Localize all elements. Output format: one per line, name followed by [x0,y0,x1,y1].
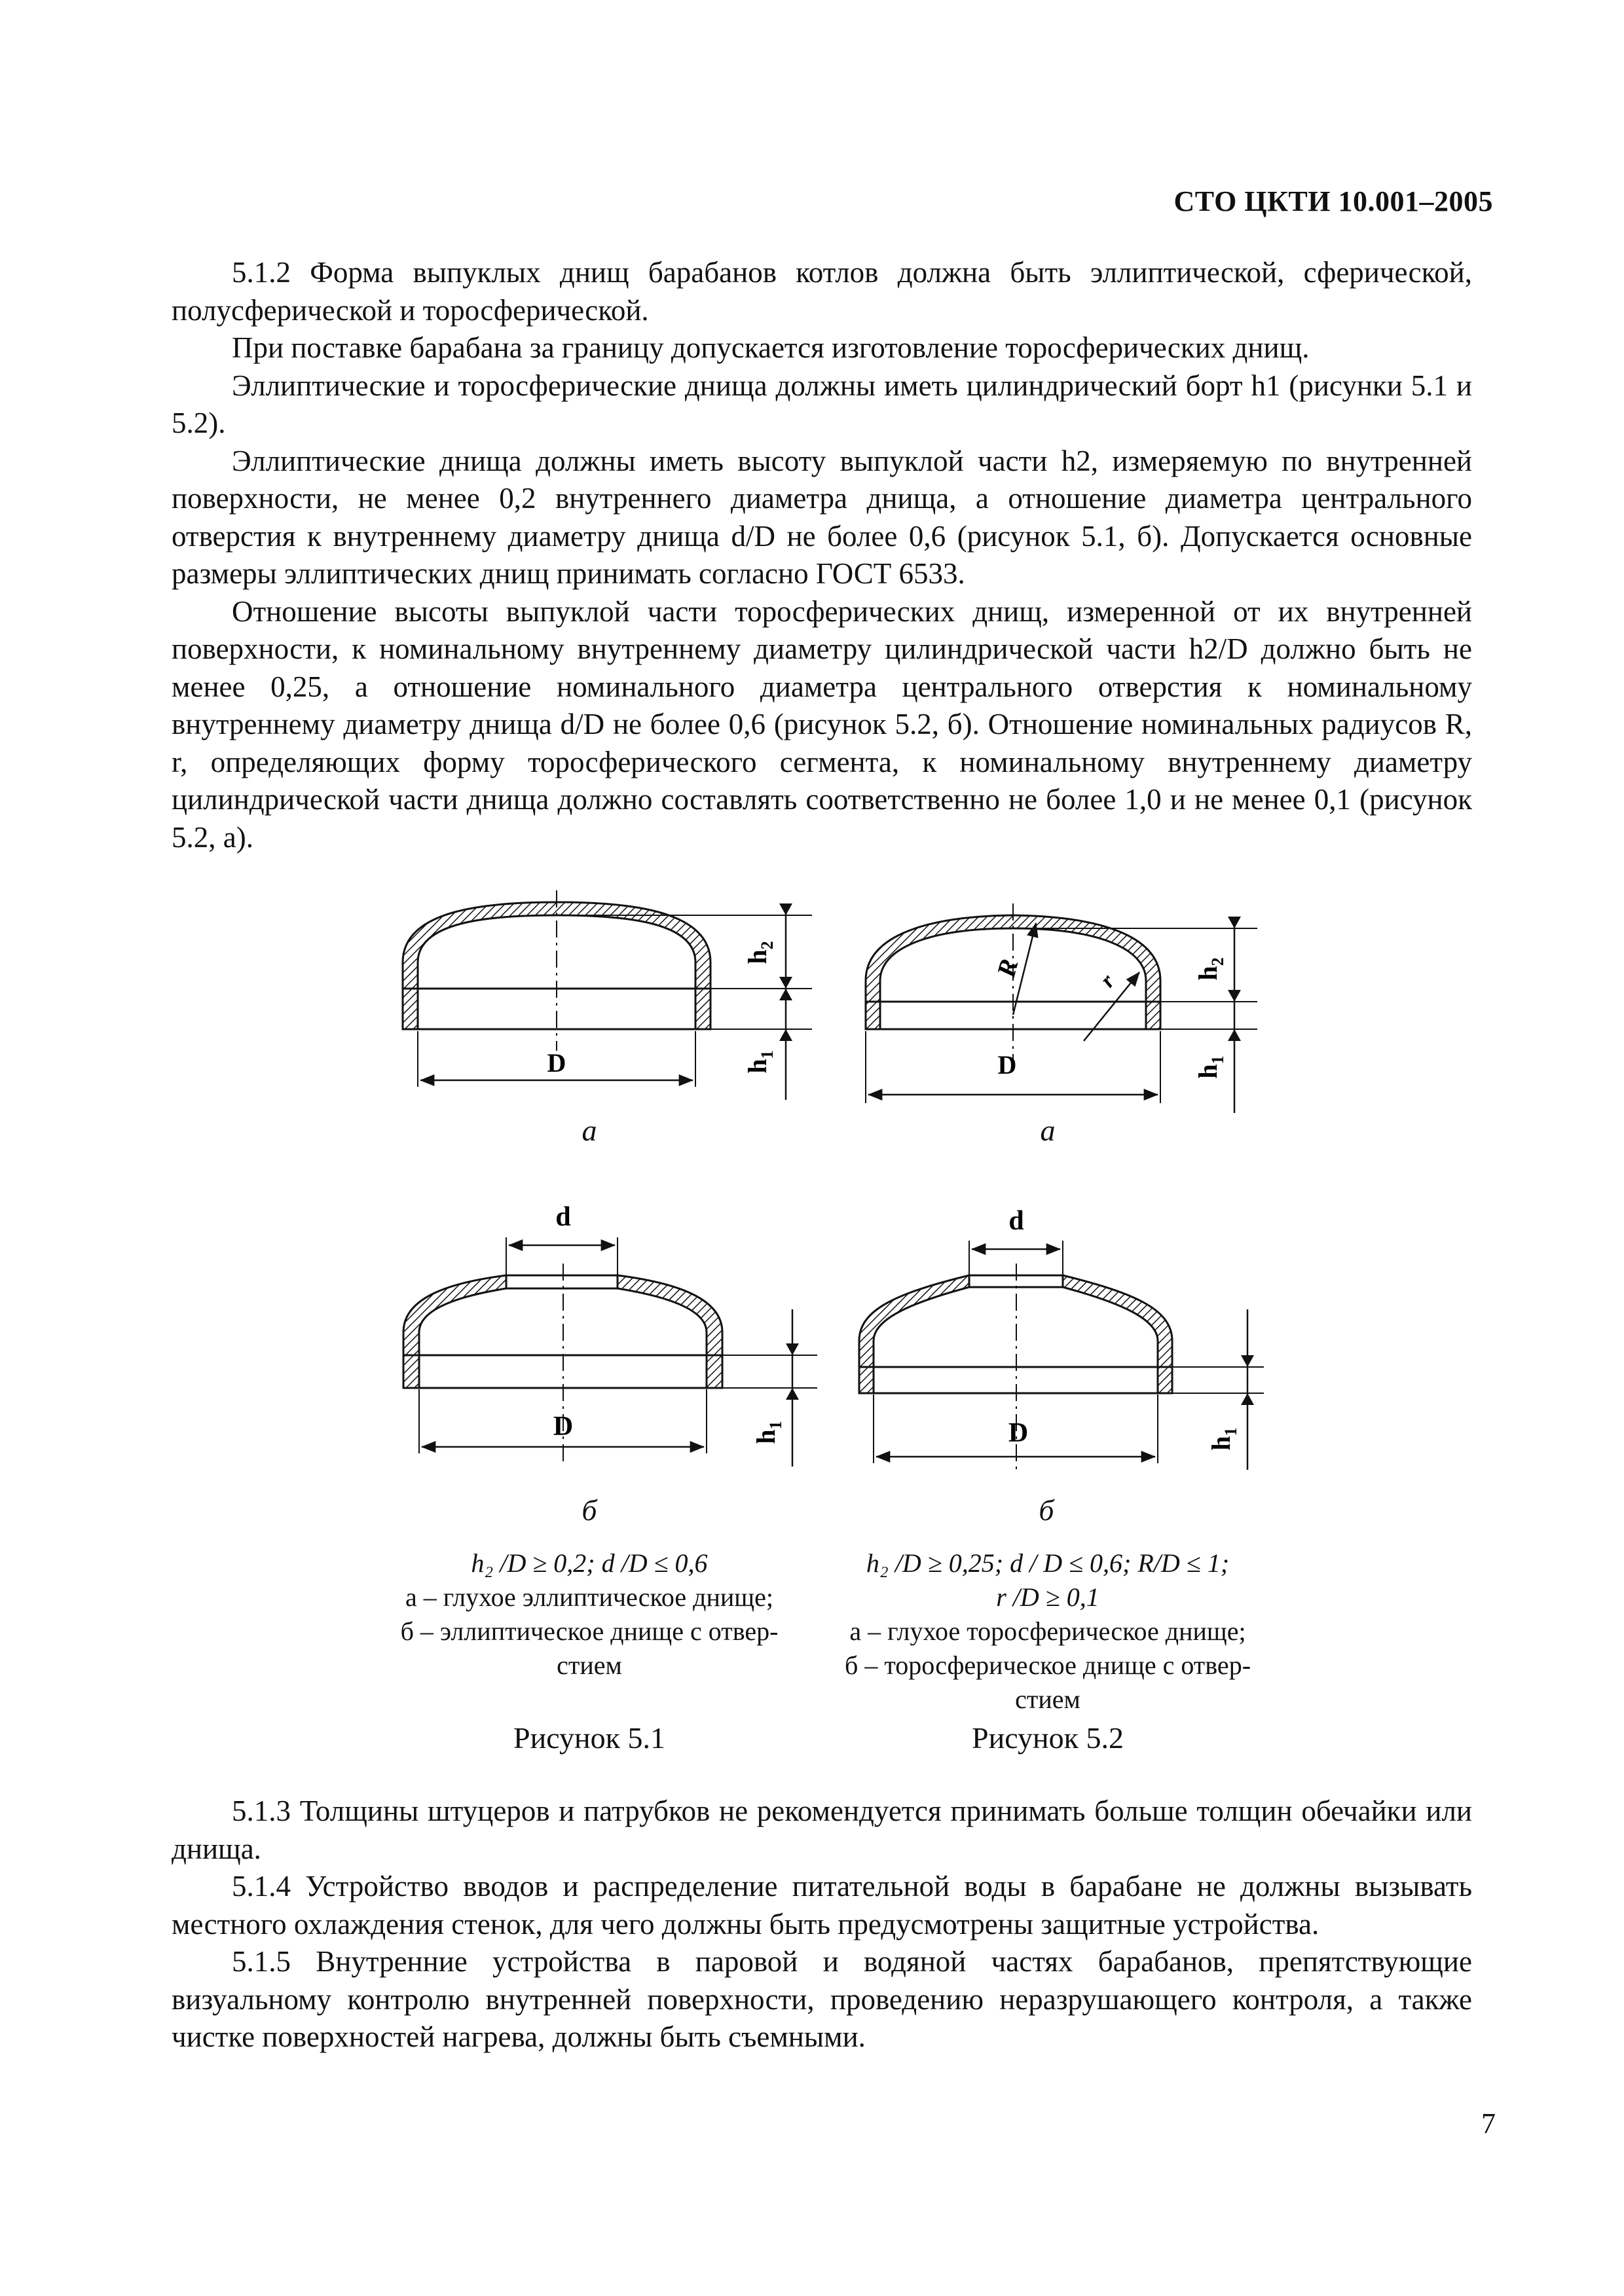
document-code: СТО ЦКТИ 10.001–2005 [1173,185,1493,217]
hole-diameter-label: d [1008,1206,1024,1236]
paragraph-export: При поставке барабана за границу допускается изготовление торосферических днищ. [232,331,1310,364]
svg-text:h1 [751,1421,785,1444]
figure-5-2-a [858,903,1270,1113]
h1-label: h [751,1429,781,1444]
figure-5-2-b [851,1192,1270,1473]
figure-5-1-letter-a: а [581,1114,597,1147]
diameter-label: D [553,1412,574,1442]
figure-5-2-title: Рисунок 5.2 [972,1721,1124,1755]
figure-5-2-caption-line-2: б – торосферическое днище с отвер- [844,1650,1251,1680]
h1-label: h [743,1059,772,1074]
figure-5-1-title: Рисунок 5.1 [513,1721,665,1755]
hole-diameter-label: d [555,1202,571,1232]
figure-5-1-formula: h₂ /D ≥ 0,2; d /D ≤ 0,6 [471,1548,708,1578]
diameter-label: D [997,1050,1017,1080]
page-number: 7 [1481,2107,1496,2140]
diameter-label: D [1008,1418,1029,1448]
top-text-block [172,254,1472,856]
figure-5-1-b [392,1185,824,1473]
figure-5-1-letter-b: б [581,1493,597,1527]
figure-5-2-letter-b: б [1039,1493,1054,1527]
paragraph-5-1-3: 5.1.3 Толщины штуцеров и патрубков не рекомендуется принимать больше толщин обечайки или днища. [172,1795,1472,1865]
figure-5-1-caption-line-2: б – эллиптическое днище с отвер- [400,1616,779,1646]
figure-5-1-caption-line-3: стием [557,1650,622,1680]
elliptic-head-with-hole-drawing [392,1185,824,1473]
h1-label: h [1206,1436,1236,1451]
paragraph-elliptic-heads: Эллиптические днища должны иметь высоту выпуклой части h2, измеряемую по внутренней поверхности, не менее 0,2 внутреннего диаметра днища, а отношение диаметра центрального отверстия к внутреннему диаметру днища d/D не более 0,6 (рисунок 5.1, б). Допускается основные размеры эллиптических днищ принимать согласно ГОСТ 6533. [172,444,1472,590]
svg-text:h2 [743,941,777,964]
paragraph-cylindrical-rim: Эллиптические и торосферические днища должны иметь цилиндрический борт h1 (рисунки 5.1 и 5.2). [172,369,1472,439]
paragraph-5-1-4: 5.1.4 Устройство вводов и распределение питательной воды в барабане не должны вызывать местного охлаждения стенок, для чего должны быть предусмотрены защитные устройства. [172,1870,1472,1941]
h1-subscript: 1 [1221,1427,1240,1436]
small-radius-label: r [1095,970,1120,993]
figure-5-2-caption [819,1546,1277,1717]
h2-subscript: 2 [1208,957,1227,966]
torospheric-head-drawing [858,903,1270,1113]
figure-5-2-formula-1: h₂ /D ≥ 0,25; d / D ≤ 0,6; R/D ≤ 1; [866,1548,1230,1578]
svg-text:h2 [1193,957,1227,980]
h2-label: h [1193,966,1223,981]
svg-text:h1 [1193,1055,1227,1078]
bottom-text-block [172,1793,1472,2056]
h2-label: h [743,949,772,964]
svg-text:h1 [743,1050,777,1073]
figure-5-2-caption-line-1: а – глухое торосферическое днище; [849,1616,1246,1646]
figure-5-1-caption-line-1: а – глухое эллиптическое днище; [405,1582,773,1612]
figure-5-1-caption [367,1546,812,1683]
h2-subscript: 2 [758,941,777,950]
torospheric-head-with-hole-drawing [851,1192,1270,1473]
paragraph-5-1-2: 5.1.2 Форма выпуклых днищ барабанов котлов должна быть эллиптической, сферической, полусферической и торосферической. [172,256,1472,327]
h1-subscript: 1 [1208,1055,1227,1065]
elliptic-head-drawing [393,890,825,1100]
diameter-label: D [547,1048,566,1078]
figure-5-2-letter-a: а [1040,1114,1056,1147]
h1-subscript: 1 [766,1421,785,1430]
svg-text:h1 [1206,1427,1240,1450]
paragraph-torospheric-heads: Отношение высоты выпуклой части торосферических днищ, измеренной от их внутренней поверхности, к номинальному внутреннему диаметру цилиндрической части h2/D должно быть не менее 0,25, а отношение номинального диаметра центрального отверстия к номинальному внутреннему диаметру днища d/D не более 0,6 (рисунок 5.2, б). Отношение номинальных радиусов R, r, определяющих форму торосферического сегмента, к номинальному внутреннему диаметру цилиндрической части днища должно составлять соответственно не более 1,0 и не менее 0,1 (рисунок 5.2, а). [172,594,1472,854]
h1-label: h [1193,1064,1223,1079]
h1-subscript: 1 [758,1050,777,1059]
figure-5-1-a [393,890,825,1100]
figure-5-2-formula-2: r /D ≥ 0,1 [996,1582,1099,1612]
big-radius-label: R [991,955,1024,981]
paragraph-5-1-5: 5.1.5 Внутренние устройства в паровой и водяной частях барабанов, препятствующие визуальному контролю внутренней поверхности, проведению неразрушающего контроля, а также чистке поверхностей нагрева, должны быть съемными. [172,1945,1472,2053]
figure-5-2-caption-line-3: стием [1015,1685,1080,1714]
